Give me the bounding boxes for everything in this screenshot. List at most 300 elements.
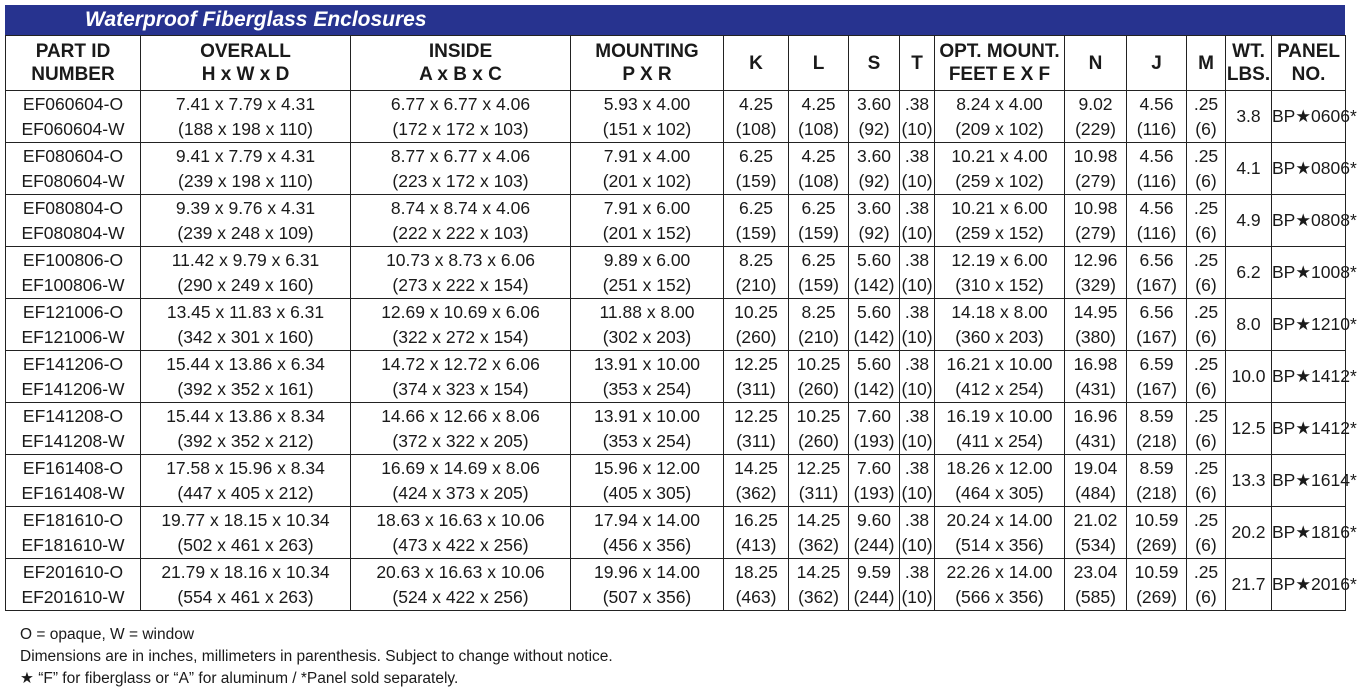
- cell-feet-primary: 14.18 x 8.00: [951, 301, 1048, 322]
- cell-m: [1187, 455, 1226, 507]
- cell-n-secondary: (279): [1075, 222, 1116, 243]
- cell-mounting-primary: 15.96 x 12.00: [593, 457, 701, 478]
- column-header-line: PART ID: [35, 41, 111, 62]
- table-body: [6, 91, 1357, 611]
- cell-overall-primary: 21.79 x 18.16 x 10.34: [161, 561, 330, 582]
- cell-panel: [1272, 143, 1357, 195]
- table-row: [6, 455, 1346, 507]
- cell-panel: [1272, 403, 1357, 455]
- cell-s-secondary: (244): [853, 586, 895, 607]
- cell-inside: [351, 299, 571, 351]
- cell-t: [900, 299, 935, 351]
- cell-t-primary: .38: [904, 561, 930, 582]
- cell-j-primary: 8.59: [1139, 405, 1174, 426]
- cell-panel: [1272, 351, 1357, 403]
- cell-l: [789, 247, 849, 299]
- cell-m-primary: .25: [1193, 197, 1219, 218]
- cell-n-primary: 21.02: [1073, 509, 1118, 530]
- cell-t: [900, 507, 935, 559]
- column-header-line: LBS.: [1226, 64, 1271, 85]
- cell-m: [1187, 91, 1226, 143]
- cell-l-primary: 14.25: [796, 509, 841, 530]
- cell-overall-secondary: (342 x 301 x 160): [177, 326, 314, 347]
- cell-part: [6, 559, 141, 611]
- cell-overall: [141, 351, 351, 403]
- cell-inside-primary: 16.69 x 14.69 x 8.06: [381, 457, 540, 478]
- cell-inside-secondary: (223 x 172 x 103): [392, 170, 529, 191]
- cell-overall: [141, 195, 351, 247]
- cell-n: [1065, 507, 1127, 559]
- cell-t-primary: .38: [904, 509, 930, 530]
- cell-j-secondary: (167): [1136, 274, 1177, 295]
- cell-l-primary: 4.25: [801, 93, 836, 114]
- cell-l: [789, 559, 849, 611]
- column-header-line: N: [1088, 52, 1103, 74]
- cell-t-primary: .38: [904, 457, 930, 478]
- cell-m-secondary: (6): [1195, 378, 1217, 399]
- cell-part-secondary: EF201610-W: [21, 586, 125, 607]
- cell-s-primary: 5.60: [856, 249, 892, 270]
- cell-j-secondary: (167): [1136, 326, 1177, 347]
- cell-s-primary: 5.60: [856, 301, 892, 322]
- cell-inside-primary: 8.77 x 6.77 x 4.06: [390, 145, 531, 166]
- cell-n-primary: 23.04: [1073, 561, 1118, 582]
- cell-n: [1065, 351, 1127, 403]
- cell-k-primary: 12.25: [734, 405, 778, 426]
- cell-n: [1065, 247, 1127, 299]
- cell-feet: [935, 403, 1065, 455]
- cell-k-primary: 18.25: [734, 561, 778, 582]
- footnote-legend: O = opaque, W = window: [20, 626, 195, 643]
- cell-s: [849, 247, 900, 299]
- cell-mounting-primary: 7.91 x 6.00: [603, 197, 691, 218]
- cell-t: [900, 91, 935, 143]
- cell-k-primary: 6.25: [738, 145, 774, 166]
- cell-k: [724, 507, 789, 559]
- cell-l: [789, 91, 849, 143]
- cell-n-primary: 14.95: [1073, 301, 1118, 322]
- column-header-line: MOUNTING: [595, 41, 699, 62]
- cell-part: [6, 507, 141, 559]
- cell-m: [1187, 299, 1226, 351]
- cell-mounting-primary: 19.96 x 14.00: [593, 561, 701, 582]
- cell-weight: [1226, 195, 1272, 247]
- cell-overall-secondary: (502 x 461 x 263): [177, 534, 314, 555]
- cell-n-secondary: (431): [1075, 378, 1116, 399]
- cell-mounting: [571, 403, 724, 455]
- cell-l: [789, 351, 849, 403]
- cell-s-secondary: (92): [858, 170, 890, 191]
- cell-m-primary: .25: [1193, 249, 1219, 270]
- cell-mounting-secondary: (302 x 203): [602, 326, 692, 347]
- cell-m-primary: .25: [1193, 301, 1219, 322]
- cell-j: [1127, 559, 1187, 611]
- column-header-j: [1127, 36, 1187, 91]
- cell-part-primary: EF201610-O: [22, 561, 124, 582]
- cell-weight: [1226, 455, 1272, 507]
- panel-number: BP★0606*: [1272, 106, 1357, 126]
- header-row: [6, 36, 1346, 91]
- cell-n-primary: 10.98: [1073, 145, 1118, 166]
- cell-inside: [351, 507, 571, 559]
- weight-value: 12.5: [1231, 418, 1266, 438]
- cell-t: [900, 455, 935, 507]
- cell-t-secondary: (10): [901, 222, 933, 243]
- cell-t-secondary: (10): [901, 430, 933, 451]
- cell-m-secondary: (6): [1195, 118, 1217, 139]
- cell-part: [6, 143, 141, 195]
- cell-part: [6, 247, 141, 299]
- column-header-line: L: [812, 52, 825, 74]
- cell-feet: [935, 247, 1065, 299]
- cell-m: [1187, 507, 1226, 559]
- cell-overall-primary: 7.41 x 7.79 x 4.31: [175, 93, 316, 114]
- cell-j-primary: 4.56: [1139, 197, 1174, 218]
- cell-part-primary: EF141206-O: [22, 353, 124, 374]
- cell-s: [849, 403, 900, 455]
- cell-s-primary: 3.60: [856, 93, 892, 114]
- cell-k-secondary: (260): [735, 326, 777, 347]
- cell-part-secondary: EF161408-W: [21, 482, 125, 503]
- cell-mounting-primary: 13.91 x 10.00: [593, 405, 701, 426]
- cell-s-secondary: (142): [853, 274, 895, 295]
- cell-part-primary: EF181610-O: [22, 509, 124, 530]
- column-header-line: INSIDE: [428, 41, 493, 62]
- weight-value: 10.0: [1231, 366, 1266, 386]
- cell-l: [789, 403, 849, 455]
- footnote-material: ★ “F” for fiberglass or “A” for aluminum / *Panel sold separately.: [20, 670, 459, 687]
- enclosure-spec-table: [5, 35, 1357, 611]
- cell-part-secondary: EF181610-W: [21, 534, 125, 555]
- cell-mounting-secondary: (353 x 254): [602, 378, 692, 399]
- cell-overall: [141, 403, 351, 455]
- panel-number: BP★1210*: [1272, 314, 1357, 334]
- cell-part-primary: EF080604-O: [22, 145, 124, 166]
- column-header-s: [849, 36, 900, 91]
- column-header-line: K: [749, 52, 763, 74]
- cell-m: [1187, 559, 1226, 611]
- cell-k-secondary: (210): [735, 274, 777, 295]
- cell-feet: [935, 507, 1065, 559]
- cell-n-primary: 19.04: [1073, 457, 1118, 478]
- cell-feet-primary: 20.24 x 14.00: [946, 509, 1053, 530]
- cell-weight: [1226, 91, 1272, 143]
- cell-n-secondary: (329): [1075, 274, 1116, 295]
- cell-inside-secondary: (374 x 323 x 154): [392, 378, 529, 399]
- column-header-m: [1187, 36, 1226, 91]
- column-header-line: FEET E X F: [948, 64, 1051, 85]
- cell-m: [1187, 195, 1226, 247]
- cell-overall: [141, 559, 351, 611]
- cell-overall: [141, 299, 351, 351]
- cell-feet-secondary: (259 x 152): [955, 222, 1044, 243]
- cell-feet-secondary: (411 x 254): [955, 430, 1044, 451]
- cell-l-secondary: (159): [798, 222, 839, 243]
- cell-overall-secondary: (290 x 249 x 160): [177, 274, 314, 295]
- cell-j: [1127, 143, 1187, 195]
- cell-k: [724, 455, 789, 507]
- table-row: [6, 195, 1346, 247]
- cell-mounting: [571, 91, 724, 143]
- column-header-line: WT.: [1232, 41, 1265, 62]
- cell-n-secondary: (585): [1075, 586, 1116, 607]
- cell-mounting-primary: 5.93 x 4.00: [603, 93, 691, 114]
- cell-j: [1127, 403, 1187, 455]
- weight-value: 8.0: [1236, 314, 1261, 334]
- cell-j-primary: 6.56: [1139, 301, 1174, 322]
- cell-part-secondary: EF080804-W: [21, 222, 125, 243]
- cell-inside-primary: 18.63 x 16.63 x 10.06: [376, 509, 545, 530]
- cell-mounting: [571, 195, 724, 247]
- table-row: [6, 559, 1346, 611]
- cell-k-primary: 16.25: [734, 509, 778, 530]
- cell-k: [724, 403, 789, 455]
- cell-s-secondary: (193): [853, 482, 895, 503]
- cell-j-primary: 4.56: [1139, 145, 1174, 166]
- column-header-line: PANEL: [1277, 41, 1340, 62]
- cell-l-secondary: (108): [798, 170, 839, 191]
- cell-part-primary: EF100806-O: [22, 249, 124, 270]
- panel-number: BP★1816*: [1272, 522, 1357, 542]
- cell-j: [1127, 351, 1187, 403]
- cell-part-secondary: EF080604-W: [21, 170, 125, 191]
- cell-inside: [351, 455, 571, 507]
- column-header-n: [1065, 36, 1127, 91]
- cell-n: [1065, 455, 1127, 507]
- cell-part-primary: EF161408-O: [22, 457, 124, 478]
- cell-feet-secondary: (310 x 152): [955, 274, 1044, 295]
- cell-t-secondary: (10): [901, 118, 933, 139]
- cell-mounting: [571, 143, 724, 195]
- cell-part-secondary: EF060604-W: [21, 118, 125, 139]
- cell-feet-primary: 12.19 x 6.00: [951, 249, 1048, 270]
- cell-l: [789, 455, 849, 507]
- cell-k: [724, 143, 789, 195]
- cell-s: [849, 559, 900, 611]
- cell-feet-secondary: (412 x 254): [955, 378, 1044, 399]
- cell-m-primary: .25: [1193, 561, 1219, 582]
- cell-t-primary: .38: [904, 405, 930, 426]
- cell-feet-primary: 10.21 x 6.00: [951, 197, 1048, 218]
- cell-n: [1065, 559, 1127, 611]
- cell-overall-secondary: (392 x 352 x 212): [177, 430, 314, 451]
- cell-s: [849, 507, 900, 559]
- cell-m: [1187, 403, 1226, 455]
- cell-mounting-secondary: (353 x 254): [602, 430, 692, 451]
- cell-m-secondary: (6): [1195, 430, 1217, 451]
- cell-n: [1065, 143, 1127, 195]
- table-row: [6, 507, 1346, 559]
- cell-mounting: [571, 351, 724, 403]
- column-header-weight: [1226, 36, 1272, 91]
- cell-mounting-secondary: (251 x 152): [602, 274, 692, 295]
- cell-k-secondary: (413): [735, 534, 777, 555]
- cell-inside-primary: 6.77 x 6.77 x 4.06: [390, 93, 531, 114]
- weight-value: 4.9: [1236, 210, 1261, 230]
- cell-t-secondary: (10): [901, 586, 933, 607]
- column-header-line: OPT. MOUNT.: [939, 41, 1060, 62]
- cell-m-primary: .25: [1193, 457, 1219, 478]
- cell-l-primary: 10.25: [796, 353, 841, 374]
- cell-m: [1187, 351, 1226, 403]
- cell-overall: [141, 247, 351, 299]
- cell-m-primary: .25: [1193, 145, 1219, 166]
- cell-part-primary: EF141208-O: [22, 405, 124, 426]
- cell-n: [1065, 299, 1127, 351]
- weight-value: 6.2: [1236, 262, 1261, 282]
- cell-k-secondary: (159): [735, 222, 777, 243]
- cell-part-secondary: EF100806-W: [21, 274, 125, 295]
- cell-overall: [141, 507, 351, 559]
- cell-inside-primary: 14.72 x 12.72 x 6.06: [381, 353, 540, 374]
- cell-overall: [141, 143, 351, 195]
- cell-mounting: [571, 299, 724, 351]
- cell-panel: [1272, 507, 1357, 559]
- panel-number: BP★1614*: [1272, 470, 1357, 490]
- cell-j: [1127, 91, 1187, 143]
- cell-overall-primary: 9.41 x 7.79 x 4.31: [175, 145, 316, 166]
- cell-j-primary: 6.56: [1139, 249, 1174, 270]
- footnote-units: Dimensions are in inches, millimeters in parenthesis. Subject to change without notice.: [20, 648, 613, 665]
- cell-n-primary: 16.98: [1073, 353, 1118, 374]
- cell-overall-primary: 11.42 x 9.79 x 6.31: [171, 249, 320, 270]
- cell-n-secondary: (380): [1075, 326, 1116, 347]
- cell-l-secondary: (108): [798, 118, 839, 139]
- cell-inside: [351, 143, 571, 195]
- cell-feet: [935, 299, 1065, 351]
- cell-overall-secondary: (239 x 248 x 109): [177, 222, 314, 243]
- cell-k-secondary: (159): [735, 170, 777, 191]
- cell-t-secondary: (10): [901, 482, 933, 503]
- table-row: [6, 91, 1346, 143]
- panel-number: BP★1412*: [1272, 418, 1357, 438]
- column-header-k: [724, 36, 789, 91]
- cell-mounting-primary: 11.88 x 8.00: [599, 301, 695, 322]
- panel-number: BP★1008*: [1272, 262, 1357, 282]
- cell-k-secondary: (463): [735, 586, 777, 607]
- cell-t: [900, 403, 935, 455]
- cell-n: [1065, 91, 1127, 143]
- cell-inside-primary: 10.73 x 8.73 x 6.06: [386, 249, 535, 270]
- cell-j-primary: 6.59: [1139, 353, 1174, 374]
- cell-l-primary: 6.25: [801, 197, 836, 218]
- column-header-feet: [935, 36, 1065, 91]
- cell-k-primary: 14.25: [734, 457, 778, 478]
- cell-j-primary: 10.59: [1134, 509, 1179, 530]
- cell-t-secondary: (10): [901, 170, 933, 191]
- cell-l-secondary: (210): [798, 326, 839, 347]
- cell-mounting: [571, 507, 724, 559]
- column-header-part-id: [6, 36, 141, 91]
- cell-feet-secondary: (360 x 203): [955, 326, 1044, 347]
- cell-n: [1065, 195, 1127, 247]
- cell-t-primary: .38: [904, 353, 930, 374]
- cell-j-primary: 4.56: [1139, 93, 1174, 114]
- cell-s-primary: 5.60: [856, 353, 892, 374]
- cell-part: [6, 91, 141, 143]
- column-header-line: P X R: [622, 64, 672, 85]
- column-header-t: [900, 36, 935, 91]
- column-header-panel: [1272, 36, 1346, 91]
- column-header-line: OVERALL: [200, 41, 291, 62]
- column-header-line: NO.: [1291, 64, 1326, 85]
- cell-feet-primary: 16.21 x 10.00: [946, 353, 1053, 374]
- cell-j: [1127, 507, 1187, 559]
- cell-l-secondary: (311): [798, 482, 839, 503]
- cell-m: [1187, 247, 1226, 299]
- column-header-line: H x W x D: [201, 64, 290, 85]
- panel-number: BP★0808*: [1272, 210, 1357, 230]
- cell-s-primary: 7.60: [856, 457, 892, 478]
- cell-weight: [1226, 403, 1272, 455]
- cell-mounting-primary: 13.91 x 10.00: [593, 353, 701, 374]
- cell-overall-secondary: (392 x 352 x 161): [177, 378, 314, 399]
- cell-n-secondary: (229): [1075, 118, 1116, 139]
- cell-overall-primary: 17.58 x 15.96 x 8.34: [166, 457, 325, 478]
- cell-l-secondary: (260): [798, 430, 839, 451]
- cell-t-primary: .38: [904, 249, 930, 270]
- cell-s-primary: 9.60: [856, 509, 892, 530]
- cell-feet: [935, 91, 1065, 143]
- cell-inside-secondary: (322 x 272 x 154): [392, 326, 529, 347]
- cell-inside-secondary: (372 x 322 x 205): [392, 430, 529, 451]
- cell-overall-primary: 13.45 x 11.83 x 6.31: [166, 301, 325, 322]
- cell-m-secondary: (6): [1195, 326, 1217, 347]
- cell-inside-secondary: (222 x 222 x 103): [392, 222, 529, 243]
- cell-inside: [351, 91, 571, 143]
- cell-mounting-primary: 7.91 x 4.00: [603, 145, 691, 166]
- cell-mounting-secondary: (507 x 356): [602, 586, 692, 607]
- cell-m: [1187, 143, 1226, 195]
- column-header-line: NUMBER: [31, 64, 115, 85]
- cell-j-secondary: (167): [1136, 378, 1177, 399]
- cell-inside-primary: 14.66 x 12.66 x 8.06: [381, 405, 540, 426]
- cell-j-primary: 10.59: [1134, 561, 1179, 582]
- cell-k-primary: 4.25: [738, 93, 774, 114]
- cell-mounting: [571, 247, 724, 299]
- cell-inside-primary: 20.63 x 16.63 x 10.06: [376, 561, 545, 582]
- cell-j: [1127, 455, 1187, 507]
- table-row: [6, 143, 1346, 195]
- table-row: [6, 351, 1346, 403]
- cell-n-primary: 16.96: [1073, 405, 1118, 426]
- cell-overall: [141, 455, 351, 507]
- cell-s: [849, 195, 900, 247]
- cell-mounting-secondary: (456 x 356): [602, 534, 692, 555]
- cell-overall-primary: 15.44 x 13.86 x 8.34: [166, 405, 325, 426]
- cell-s-secondary: (142): [853, 326, 895, 347]
- table-row: [6, 247, 1346, 299]
- cell-k-secondary: (311): [736, 378, 776, 399]
- cell-t: [900, 351, 935, 403]
- table-title: Waterproof Fiberglass Enclosures: [5, 5, 1345, 35]
- cell-l-secondary: (260): [798, 378, 839, 399]
- cell-l-secondary: (159): [798, 274, 839, 295]
- cell-mounting-secondary: (151 x 102): [602, 118, 692, 139]
- cell-feet: [935, 195, 1065, 247]
- cell-s: [849, 143, 900, 195]
- panel-number: BP★2016*: [1272, 574, 1357, 594]
- cell-s-primary: 7.60: [856, 405, 892, 426]
- cell-inside-primary: 12.69 x 10.69 x 6.06: [381, 301, 540, 322]
- cell-overall-primary: 19.77 x 18.15 x 10.34: [161, 509, 330, 530]
- cell-overall-primary: 15.44 x 13.86 x 6.34: [166, 353, 325, 374]
- cell-m-primary: .25: [1193, 509, 1219, 530]
- cell-s-primary: 9.59: [856, 561, 892, 582]
- cell-mounting-primary: 17.94 x 14.00: [593, 509, 701, 530]
- cell-j: [1127, 195, 1187, 247]
- cell-inside: [351, 403, 571, 455]
